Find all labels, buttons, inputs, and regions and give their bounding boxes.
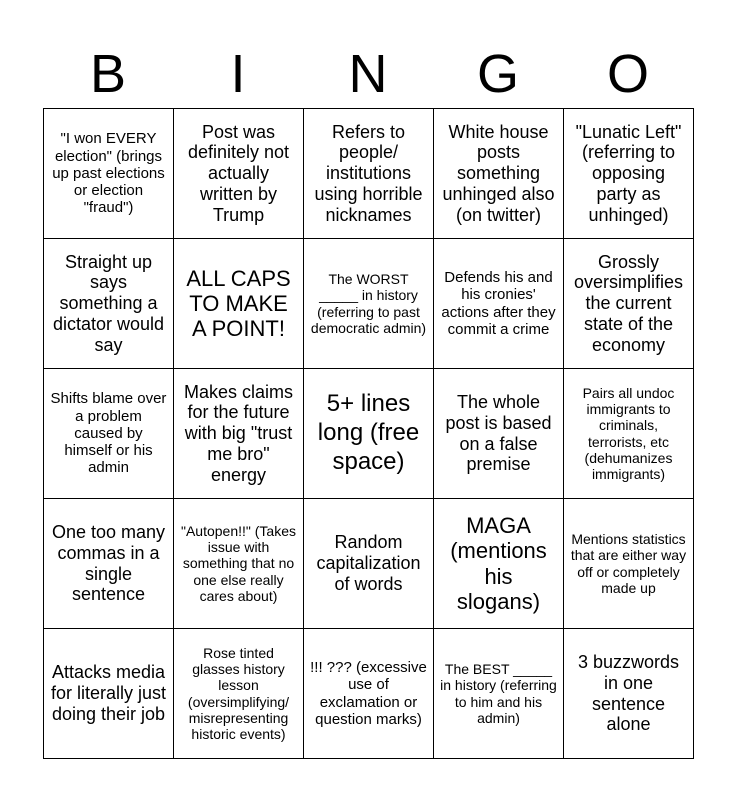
- bingo-header: [43, 40, 693, 108]
- bingo-cell[interactable]: Post was definitely not actually written by Trump: [174, 109, 304, 239]
- header-letter-g: G: [476, 44, 519, 104]
- bingo-cell[interactable]: "Autopen!!" (Takes issue with something that no one else really cares about): [174, 499, 304, 629]
- grid-row-4: [44, 499, 694, 629]
- grid-row-5: [44, 629, 694, 759]
- bingo-cell[interactable]: Straight up says something a dictator would say: [44, 239, 174, 369]
- bingo-cell[interactable]: Defends his and his cronies' actions after they commit a crime: [434, 239, 564, 369]
- bingo-cell[interactable]: ALL CAPS TO MAKE A POINT!: [174, 239, 304, 369]
- header-letter-o: O: [606, 44, 649, 104]
- bingo-cell[interactable]: Mentions statistics that are either way off or completely made up: [564, 499, 694, 629]
- bingo-cell[interactable]: The whole post is based on a false premise: [434, 369, 564, 499]
- header-letter-i: I: [230, 44, 246, 104]
- bingo-grid: [43, 108, 694, 759]
- grid-row-1: [44, 109, 694, 239]
- header-letter-n: N: [348, 44, 388, 104]
- bingo-cell[interactable]: Shifts blame over a problem caused by himself or his admin: [44, 369, 174, 499]
- bingo-cell[interactable]: Random capitalization of words: [304, 499, 434, 629]
- bingo-cell[interactable]: 3 buzzwords in one sentence alone: [564, 629, 694, 759]
- bingo-cell[interactable]: The WORST _____ in history (referring to past democratic admin): [304, 239, 434, 369]
- bingo-cell[interactable]: Refers to people/ institutions using horrible nicknames: [304, 109, 434, 239]
- bingo-cell[interactable]: Rose tinted glasses history lesson (oversimplifying/ misrepresenting historic events): [174, 629, 304, 759]
- bingo-cell[interactable]: Pairs all undoc immigrants to criminals, terrorists, etc (dehumanizes immigrants): [564, 369, 694, 499]
- bingo-cell[interactable]: MAGA (mentions his slogans): [434, 499, 564, 629]
- grid-row-2: [44, 239, 694, 369]
- bingo-cell[interactable]: One too many commas in a single sentence: [44, 499, 174, 629]
- header-letter-b: B: [89, 44, 127, 104]
- bingo-cell[interactable]: Makes claims for the future with big "trust me bro" energy: [174, 369, 304, 499]
- bingo-cell[interactable]: "Lunatic Left" (referring to opposing party as unhinged): [564, 109, 694, 239]
- bingo-cell[interactable]: "I won EVERY election" (brings up past elections or election "fraud"): [44, 109, 174, 239]
- bingo-cell[interactable]: White house posts something unhinged also (on twitter): [434, 109, 564, 239]
- bingo-cell[interactable]: Grossly oversimplifies the current state of the economy: [564, 239, 694, 369]
- bingo-cell[interactable]: Attacks media for literally just doing their job: [44, 629, 174, 759]
- grid-row-3: [44, 369, 694, 499]
- free-space-cell[interactable]: 5+ lines long (free space): [304, 369, 434, 499]
- bingo-cell[interactable]: !!! ??? (excessive use of exclamation or question marks): [304, 629, 434, 759]
- bingo-cell[interactable]: The BEST _____ in history (referring to him and his admin): [434, 629, 564, 759]
